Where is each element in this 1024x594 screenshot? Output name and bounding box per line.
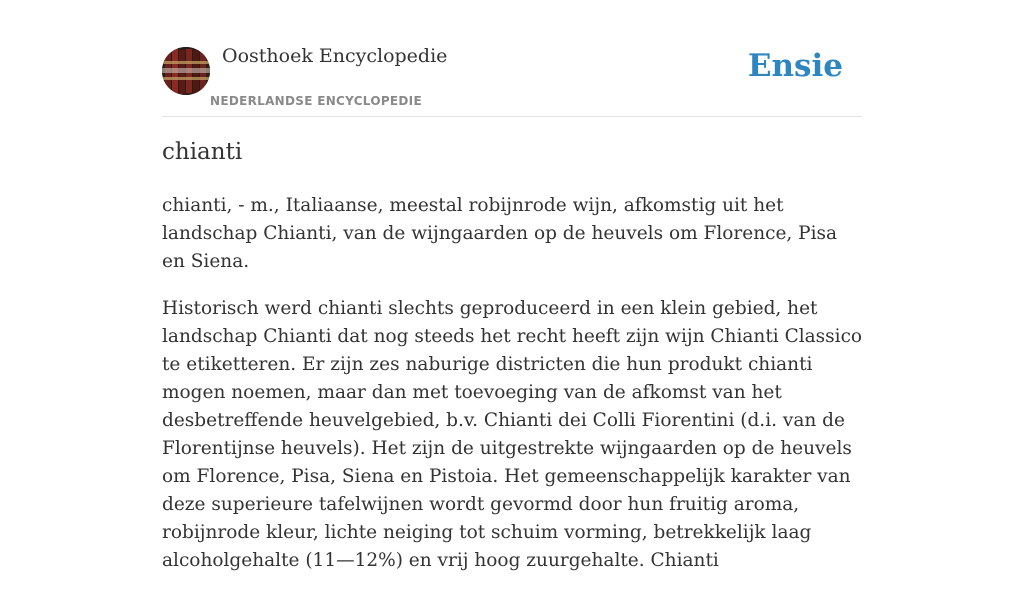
article-title: chianti <box>162 139 243 165</box>
site-subtitle: NEDERLANDSE ENCYCLOPEDIE <box>210 94 422 108</box>
book-spines-icon[interactable] <box>162 47 210 95</box>
page-container <box>162 0 863 571</box>
article-body <box>162 192 864 594</box>
article-paragraph: Historisch werd chianti slechts geproduceerd in een klein gebied, het landschap Chianti dat nog steeds het recht heeft zijn wijn Chianti Classico te etiketteren. Er zijn zes naburige districten die hun produkt chianti mogen noemen, maar dan met toevoeging van de afkomst van het desbetreffende heuvelgebied, b.v. Chianti dei Colli Fiorentini (d.i. van de Florentijnse heuvels). Het zijn de uitgestrekte wijngaarden op de heuvels om Florence, Pisa, Siena en Pistoia. Het gemeenschappelijk karakter van deze superieure tafelwijnen wordt gevormd door hun fruitig aroma, robijnrode kleur, lichte neiging tot schuim vorming, betrekkelijk laag alcoholgehalte (11—12%) en vrij hoog zuurgehalte. Chianti <box>162 298 863 571</box>
article-paragraph: chianti, - m., Italiaanse, meestal robijnrode wijn, afkomstig uit het landschap Chianti, van de wijngaarden op de heuvels om Florence, Pisa en Siena. <box>162 195 838 272</box>
site-title-link[interactable]: Oosthoek Encyclopedie <box>222 45 448 67</box>
brand-logo-link[interactable]: Ensie <box>747 48 843 84</box>
site-header <box>162 0 862 117</box>
